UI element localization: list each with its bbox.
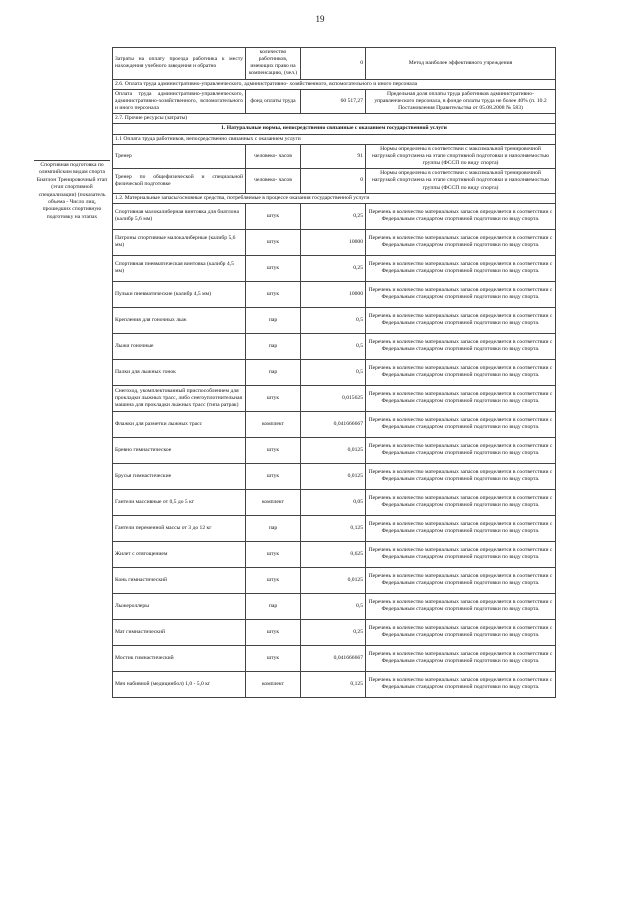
item-name: Гантели массивные от 0,5 до 5 кг <box>113 489 246 515</box>
item-unit: комплект <box>246 489 301 515</box>
item-unit: штук <box>246 619 301 645</box>
cost-value: 91 <box>301 144 366 168</box>
table-row <box>113 463 556 489</box>
item-name: Мостик гимнастический <box>113 645 246 671</box>
item-name: Спортивная малокалиберная винтовка для биатлона (калибр 5,6 мм) <box>113 203 246 229</box>
item-value: 0,125 <box>301 671 366 697</box>
table-row <box>113 593 556 619</box>
table-row <box>113 671 556 697</box>
table-row <box>113 411 556 437</box>
item-unit: комплект <box>246 411 301 437</box>
item-method: Перечень и количество материальных запасов определяется в соответствии с Федеральным стандартом спортивной подготовки по виду спорта. <box>366 541 556 567</box>
table-row <box>113 333 556 359</box>
section-heading: 1.1 Оплата труда работников, непосредственно связанных с оказанием услуги <box>113 134 556 144</box>
item-method: Перечень и количество материальных запасов определяется в соответствии с Федеральным стандартом спортивной подготовки по виду спорта. <box>366 645 556 671</box>
table-row <box>113 48 556 80</box>
cost-method: Нормы определены в соответствии с максимальной тренировочной нагрузкой спортсмена на этапе спортивной подготовки и наполняемостью группы (ФССП по виду спорта) <box>366 144 556 168</box>
item-value: 0,5 <box>301 307 366 333</box>
item-unit: штук <box>246 281 301 307</box>
item-value: 0,625 <box>301 541 366 567</box>
cost-name: Тренер <box>113 144 246 168</box>
cost-value: 0 <box>301 169 366 193</box>
item-method: Перечень и количество материальных запасов определяется в соответствии с Федеральным стандартом спортивной подготовки по виду спорта. <box>366 385 556 411</box>
item-method: Перечень и количество материальных запасов определяется в соответствии с Федеральным стандартом спортивной подготовки по виду спорта. <box>366 671 556 697</box>
cost-name: Тренер по общефизической и специальной физической подготовке <box>113 169 246 193</box>
item-unit: пар <box>246 333 301 359</box>
item-unit: штук <box>246 645 301 671</box>
table-row <box>113 359 556 385</box>
norms-heading: 1. Натуральные нормы, непосредственно связанные с оказанием государственной услуги <box>113 124 556 134</box>
item-unit: штук <box>246 567 301 593</box>
item-unit: пар <box>246 359 301 385</box>
cost-value: 0 <box>301 48 366 80</box>
item-value: 0,041666667 <box>301 645 366 671</box>
cost-name: Затраты на оплату проезда работника к месту нахождения учебного заведения и обратно <box>113 48 246 80</box>
table-row <box>113 229 556 255</box>
item-method: Перечень и количество материальных запасов определяется в соответствии с Федеральным стандартом спортивной подготовки по виду спорта. <box>366 359 556 385</box>
cost-unit: человеко- часов <box>246 144 301 168</box>
item-name: Мат гимнастический <box>113 619 246 645</box>
section-heading: 2.7. Прочие ресурсы (затраты) <box>113 114 556 124</box>
table-row <box>113 89 556 113</box>
page-number: 19 <box>315 14 325 24</box>
table-row <box>113 645 556 671</box>
item-name: Лыжероллеры <box>113 593 246 619</box>
table-row <box>113 203 556 229</box>
item-method: Перечень и количество материальных запасов определяется в соответствии с Федеральным стандартом спортивной подготовки по виду спорта. <box>366 229 556 255</box>
section-row <box>113 193 556 203</box>
heading-row <box>113 124 556 134</box>
item-value: 0,125 <box>301 515 366 541</box>
item-method: Перечень и количество материальных запасов определяется в соответствии с Федеральным стандартом спортивной подготовки по виду спорта. <box>366 203 556 229</box>
item-name: Крепления для гоночных лыж <box>113 307 246 333</box>
table-row <box>113 307 556 333</box>
item-value: 0,25 <box>301 619 366 645</box>
item-unit: штук <box>246 463 301 489</box>
norms-table <box>112 47 556 698</box>
table-row <box>113 515 556 541</box>
item-value: 0,25 <box>301 255 366 281</box>
norms-table-body <box>113 48 556 698</box>
item-method: Перечень и количество материальных запасов определяется в соответствии с Федеральным стандартом спортивной подготовки по виду спорта. <box>366 437 556 463</box>
cost-unit: количество работников, имеющих право на компенсацию, (чел.) <box>246 48 301 80</box>
table-row <box>113 541 556 567</box>
item-name: Жилет с отягощением <box>113 541 246 567</box>
item-method: Перечень и количество материальных запасов определяется в соответствии с Федеральным стандартом спортивной подготовки по виду спорта. <box>366 307 556 333</box>
item-value: 10000 <box>301 281 366 307</box>
item-value: 0,0125 <box>301 463 366 489</box>
item-value: 0,5 <box>301 593 366 619</box>
cost-method: Нормы определены в соответствии с максимальной тренировочной нагрузкой спортсмена на этапе спортивной подготовки и наполняемостью группы (ФССП по виду спорта) <box>366 169 556 193</box>
item-value: 0,015625 <box>301 385 366 411</box>
cost-unit: фонд оплаты труда <box>246 89 301 113</box>
item-unit: штук <box>246 437 301 463</box>
item-name: Бревно гимнастическое <box>113 437 246 463</box>
item-unit: комплект <box>246 671 301 697</box>
item-name: Лыжи гоночные <box>113 333 246 359</box>
item-method: Перечень и количество материальных запасов определяется в соответствии с Федеральным стандартом спортивной подготовки по виду спорта. <box>366 255 556 281</box>
item-value: 0,5 <box>301 333 366 359</box>
item-value: 0,5 <box>301 359 366 385</box>
item-name: Флажки для разметки лыжных трасс <box>113 411 246 437</box>
item-value: 0,05 <box>301 489 366 515</box>
item-unit: штук <box>246 203 301 229</box>
item-name: Конь гимнастический <box>113 567 246 593</box>
item-name: Палки для лыжных гонок <box>113 359 246 385</box>
cost-name: Оплата труда административно-управленческого, административно-хозяйственного, вспомогательного и иного персонала <box>113 89 246 113</box>
table-row <box>113 385 556 411</box>
item-value: 10000 <box>301 229 366 255</box>
item-name: Снегоход, укомплектованный приспособлением для прокладки лыжных трасс, либо снегоуплотнительная машина для прокладки лыжных трасс (типа ратрак) <box>113 385 246 411</box>
item-unit: штук <box>246 255 301 281</box>
item-name: Пульки пневматические (калибр 4,5 мм) <box>113 281 246 307</box>
item-name: Брусья гимнастические <box>113 463 246 489</box>
section-heading: 1.2. Материальные запасы/основные средства, потребляемые в процессе оказания государственной услуги <box>113 193 556 203</box>
item-method: Перечень и количество материальных запасов определяется в соответствии с Федеральным стандартом спортивной подготовки по виду спорта. <box>366 515 556 541</box>
cost-method: Метод наиболее эффективного учреждения <box>366 48 556 80</box>
item-method: Перечень и количество материальных запасов определяется в соответствии с Федеральным стандартом спортивной подготовки по виду спорта. <box>366 489 556 515</box>
item-method: Перечень и количество материальных запасов определяется в соответствии с Федеральным стандартом спортивной подготовки по виду спорта. <box>366 593 556 619</box>
item-name: Мяч набивной (медицинбол) 1,0 - 5,0 кг <box>113 671 246 697</box>
section-row <box>113 114 556 124</box>
table-row <box>113 619 556 645</box>
item-unit: пар <box>246 515 301 541</box>
item-unit: пар <box>246 593 301 619</box>
item-name: Гантели переменной массы от 3 до 12 кг <box>113 515 246 541</box>
item-method: Перечень и количество материальных запасов определяется в соответствии с Федеральным стандартом спортивной подготовки по виду спорта. <box>366 463 556 489</box>
cost-unit: человеко- часов <box>246 169 301 193</box>
item-method: Перечень и количество материальных запасов определяется в соответствии с Федеральным стандартом спортивной подготовки по виду спорта. <box>366 333 556 359</box>
item-method: Перечень и количество материальных запасов определяется в соответствии с Федеральным стандартом спортивной подготовки по виду спорта. <box>366 411 556 437</box>
table-row <box>113 489 556 515</box>
service-description: Спортивная подготовка по олимпийским видам спорта Биатлон Тренировочный этап (этап спортивной специализации) (показатель объема - Число лиц, прошедших спортивную подготовку на этапах <box>34 160 110 221</box>
section-row <box>113 134 556 144</box>
section-heading: 2.6. Оплата труда административно-управленческого, административно- хозяйственного, вспомогательного и иного персонала <box>113 79 556 89</box>
item-unit: штук <box>246 541 301 567</box>
item-name: Спортивная пневматическая винтовка (калибр 4,5 мм) <box>113 255 246 281</box>
item-value: 0,25 <box>301 203 366 229</box>
item-value: 0,0125 <box>301 567 366 593</box>
item-unit: пар <box>246 307 301 333</box>
table-row <box>113 567 556 593</box>
table-row <box>113 281 556 307</box>
item-name: Патроны спортивные малокалиберные (калибр 5,6 мм) <box>113 229 246 255</box>
table-row <box>113 437 556 463</box>
table-row <box>113 255 556 281</box>
item-method: Перечень и количество материальных запасов определяется в соответствии с Федеральным стандартом спортивной подготовки по виду спорта. <box>366 567 556 593</box>
norms-table-wrapper <box>112 47 556 698</box>
item-method: Перечень и количество материальных запасов определяется в соответствии с Федеральным стандартом спортивной подготовки по виду спорта. <box>366 281 556 307</box>
cost-method: Предельная доля оплаты труда работников административно- управленческого персонала, в фонде оплаты труда не более 40% (п. 10.2 Постановления Правительства от 05.08.2008 № 583) <box>366 89 556 113</box>
item-method: Перечень и количество материальных запасов определяется в соответствии с Федеральным стандартом спортивной подготовки по виду спорта. <box>366 619 556 645</box>
cost-value: 60 517,27 <box>301 89 366 113</box>
section-row <box>113 79 556 89</box>
table-row <box>113 144 556 168</box>
item-value: 0,0125 <box>301 437 366 463</box>
table-row <box>113 169 556 193</box>
item-value: 0,041666667 <box>301 411 366 437</box>
item-unit: штук <box>246 229 301 255</box>
item-unit: штук <box>246 385 301 411</box>
